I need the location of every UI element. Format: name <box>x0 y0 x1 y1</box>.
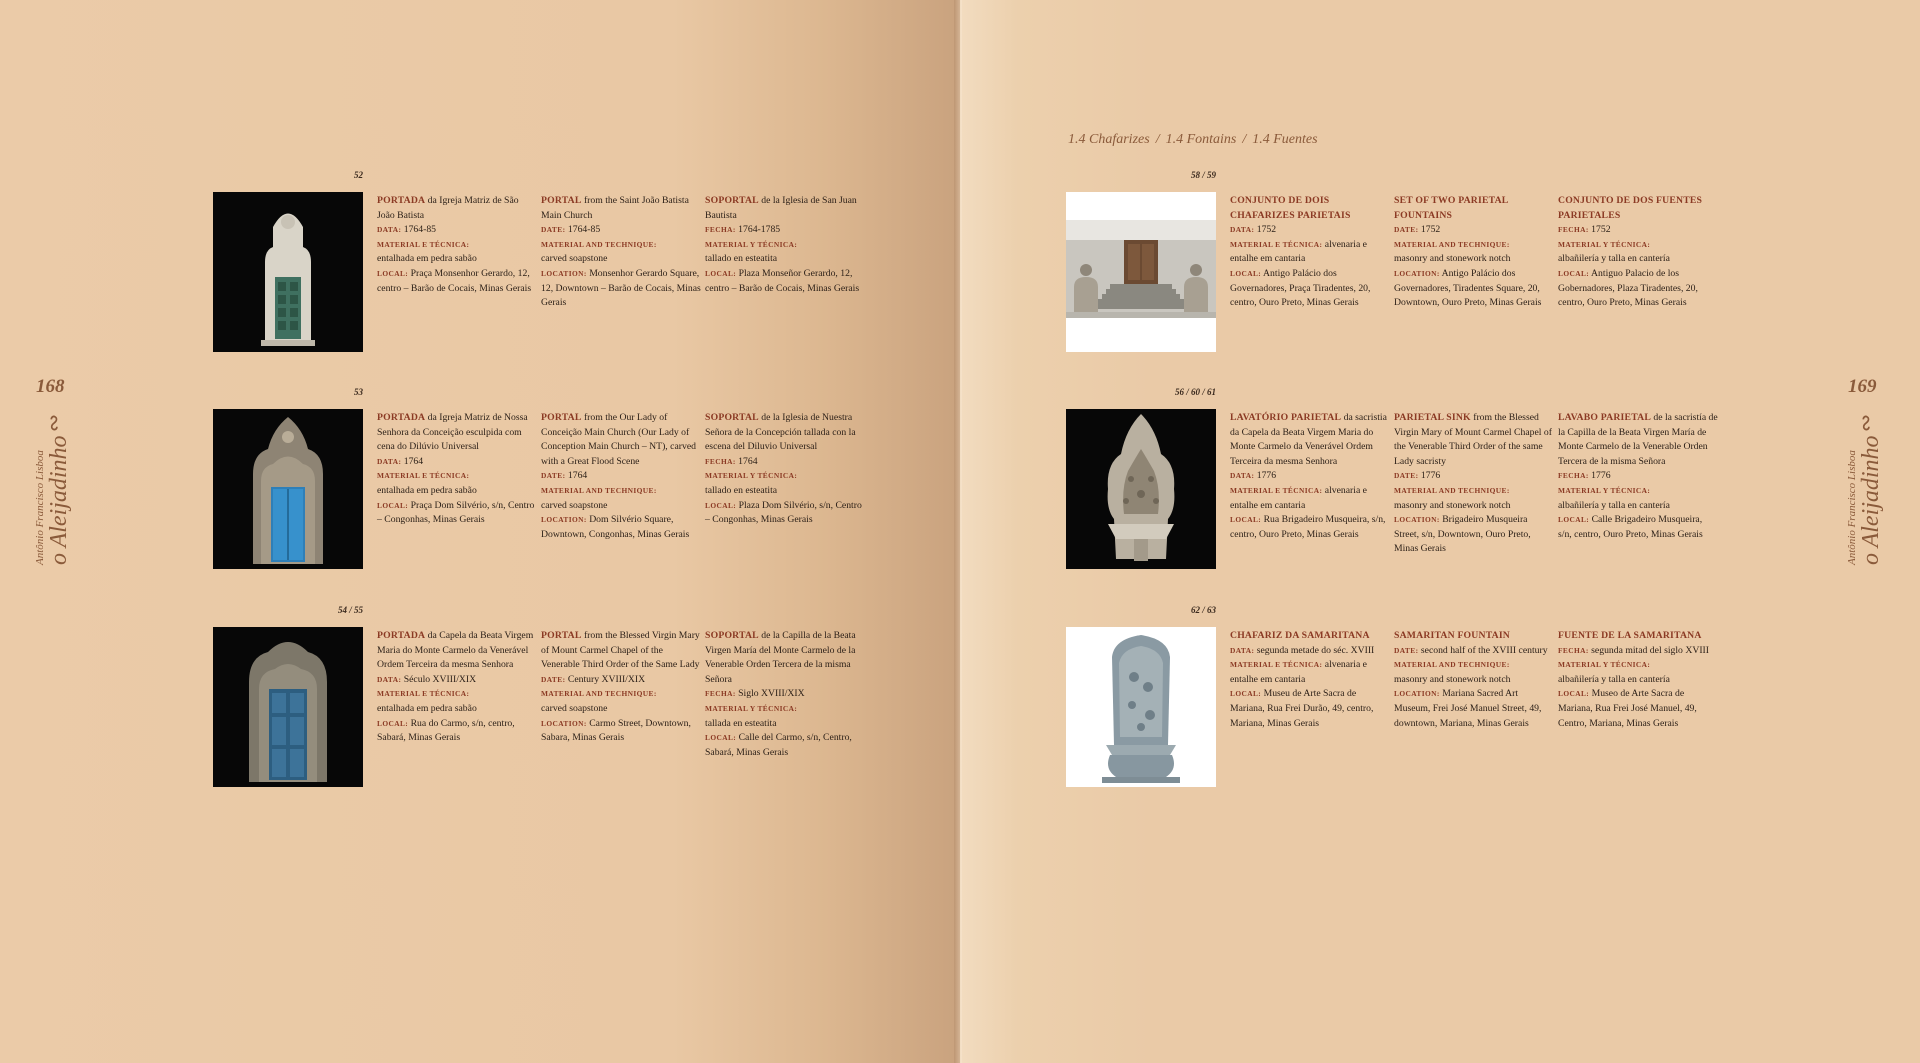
date-label: FECHA: <box>705 689 736 699</box>
material-label: MATERIAL Y TÉCNICA: <box>705 703 798 713</box>
caption-en <box>1394 194 1554 311</box>
caption-title: PORTADA <box>377 630 426 641</box>
date-label: FECHA: <box>705 225 736 235</box>
caption-title: PORTADA <box>377 195 426 206</box>
caption-es <box>705 194 865 296</box>
caption-text: from the Our Lady of Conceição Main Church (Our Lady of Conception Main Church – NT), carved with a Great Flood Scene <box>541 412 696 467</box>
material-value: tallado en esteatita <box>705 253 778 265</box>
caption-title: PORTAL <box>541 412 582 423</box>
caption-text: de la Capilla de la Beata Virgen María del Monte Carmelo de la Venerable Orden Tercera de la misma Señora <box>705 630 856 685</box>
ornament-swirl-icon: ∾ <box>1853 413 1879 433</box>
caption-title: PORTAL <box>541 195 582 206</box>
caption-pt <box>377 411 537 528</box>
portal-photo <box>213 627 363 787</box>
catalog-entry <box>213 605 953 792</box>
date-label: DATE: <box>1394 225 1419 235</box>
catalog-entry <box>1066 387 1806 574</box>
location-label: LOCATION: <box>1394 515 1440 525</box>
date-label: DATA: <box>377 456 402 466</box>
location-label: LOCATION: <box>541 268 587 278</box>
caption-en <box>541 194 701 311</box>
fountain-photo <box>1066 627 1216 787</box>
location-label: LOCATION: <box>541 515 587 525</box>
location-label: LOCAL: <box>1230 268 1262 278</box>
date-value: Siglo XVIII/XIX <box>735 688 805 700</box>
location-value: Brigadeiro Musqueira Street, s/n, Downtown, Ouro Preto, Minas Gerais <box>1394 514 1531 555</box>
date-label: DATE: <box>1394 471 1419 481</box>
material-value: masonry and stonework notch <box>1394 253 1511 265</box>
date-label: DATE: <box>541 471 566 481</box>
date-label: DATE: <box>541 225 566 235</box>
catalog-entry <box>213 387 953 574</box>
section-heading-en: 1.4 Fontains <box>1165 132 1237 147</box>
material-label: MATERIAL E TÉCNICA: <box>1230 660 1323 670</box>
location-label: LOCAL: <box>1558 268 1590 278</box>
location-label: LOCAL: <box>1230 689 1262 699</box>
date-value: segunda mitad del siglo XVIII <box>1588 644 1709 656</box>
location-label: LOCATION: <box>1394 268 1440 278</box>
material-value: alvenaria e entalhe em cantaria <box>1230 484 1367 511</box>
material-value: albañilería y talla en cantería <box>1558 673 1670 685</box>
material-value: tallada en esteatita <box>705 717 777 729</box>
material-label: MATERIAL AND TECHNIQUE: <box>1394 239 1510 249</box>
catalog-entry <box>1066 605 1806 792</box>
caption-title: LAVABO PARIETAL <box>1558 412 1651 423</box>
location-value: Praça Dom Silvério, s/n, Centro – Congonhas, Minas Gerais <box>377 499 535 526</box>
location-value: Rua Brigadeiro Musqueira, s/n, centro, Ouro Preto, Minas Gerais <box>1230 514 1386 540</box>
location-label: LOCAL: <box>705 500 737 510</box>
date-label: DATA: <box>1230 471 1255 481</box>
material-value: masonry and stonework notch <box>1394 673 1511 685</box>
material-label: MATERIAL Y TÉCNICA: <box>1558 485 1651 495</box>
material-value: entalhada em pedra sabão <box>377 253 477 265</box>
caption-en <box>1394 411 1554 557</box>
caption-pt <box>377 194 537 296</box>
location-value: Monsenhor Gerardo Square, 12, Downtown – Barão de Cocais, Minas Gerais <box>541 267 701 309</box>
caption-pt <box>1230 629 1390 731</box>
material-value: alvenaria e entalhe em cantaria <box>1230 238 1367 265</box>
location-label: LOCATION: <box>541 718 587 728</box>
date-label: FECHA: <box>705 456 736 466</box>
caption-title: PORTADA <box>377 412 426 423</box>
caption-title: CHAFARIZ DA SAMARITANA <box>1230 630 1370 641</box>
caption-text: da Igreja Matriz de São João Batista <box>377 195 519 221</box>
page-number-left: 168 <box>36 376 65 397</box>
material-label: MATERIAL AND TECHNIQUE: <box>1394 485 1510 495</box>
section-heading <box>1068 132 1318 148</box>
material-label: MATERIAL Y TÉCNICA: <box>1558 239 1651 249</box>
location-value: Calle Brigadeiro Musqueira, s/n, centro, Ouro Preto, Minas Gerais <box>1558 514 1703 540</box>
figure-number: 54 / 55 <box>337 605 363 615</box>
location-label: LOCAL: <box>377 500 409 510</box>
date-value: 1764 <box>735 455 758 467</box>
material-label: MATERIAL E TÉCNICA: <box>377 239 470 249</box>
running-title-author: Antônio Francisco Lisboa <box>34 450 46 565</box>
running-title-left <box>34 415 74 565</box>
date-value: 1764 <box>401 455 424 467</box>
caption-es <box>1558 629 1718 731</box>
figure-number: 52 <box>354 170 363 180</box>
date-label: DATE: <box>541 674 566 684</box>
location-value: Rua do Carmo, s/n, centro, Sabará, Minas Gerais <box>377 717 515 744</box>
caption-en <box>1394 629 1554 731</box>
running-title-right <box>1846 415 1886 565</box>
caption-en <box>541 629 701 746</box>
material-label: MATERIAL Y TÉCNICA: <box>705 471 798 481</box>
material-label: MATERIAL AND TECHNIQUE: <box>541 689 657 699</box>
caption-pt <box>1230 411 1390 542</box>
caption-title: PORTAL <box>541 630 582 641</box>
material-label: MATERIAL AND TECHNIQUE: <box>541 485 657 495</box>
location-label: LOCAL: <box>1558 515 1590 525</box>
caption-text: de la Iglesia de Nuestra Señora de la Concepción tallada con la escena del Diluvio Universal <box>705 412 856 453</box>
material-label: MATERIAL E TÉCNICA: <box>1230 485 1323 495</box>
date-label: FECHA: <box>1558 225 1589 235</box>
caption-text: da Igreja Matriz de Nossa Senhora da Conceição esculpida com cena do Dilúvio Universal <box>377 412 528 453</box>
date-value: 1764-85 <box>565 224 601 236</box>
location-label: LOCAL: <box>1558 689 1590 699</box>
caption-title: LAVATÓRIO PARIETAL <box>1230 412 1342 423</box>
date-value: 1752 <box>1418 224 1441 236</box>
caption-pt <box>1230 194 1390 311</box>
figure-number: 62 / 63 <box>1190 605 1216 615</box>
material-value: carved soapstone <box>541 702 608 714</box>
section-heading-pt: 1.4 Chafarizes <box>1068 132 1150 147</box>
location-value: Praça Monsenhor Gerardo, 12, centro – Barão de Cocais, Minas Gerais <box>377 267 532 294</box>
caption-es <box>705 411 865 528</box>
date-value: 1764 <box>565 470 588 482</box>
material-label: MATERIAL E TÉCNICA: <box>377 471 470 481</box>
material-label: MATERIAL E TÉCNICA: <box>1230 239 1323 249</box>
date-label: DATA: <box>377 225 402 235</box>
location-label: LOCATION: <box>1394 689 1440 699</box>
location-label: LOCAL: <box>377 718 409 728</box>
location-label: LOCAL: <box>705 733 737 743</box>
material-label: MATERIAL Y TÉCNICA: <box>1558 660 1651 670</box>
caption-text: da Capela da Beata Virgem Maria do Monte Carmelo da Venerável Ordem Terceira da mesma Senhora <box>377 630 534 671</box>
material-value: tallado en esteatita <box>705 484 778 496</box>
book-gutter <box>954 0 962 1063</box>
caption-title: CONJUNTO DE DOIS CHAFARIZES PARIETAIS <box>1230 195 1351 221</box>
date-label: FECHA: <box>1558 645 1589 655</box>
material-value: albañilería y talla en cantería <box>1558 499 1670 511</box>
location-value: Museu de Arte Sacra de Mariana, Rua Frei Durão, 49, centro, Mariana, Minas Gerais <box>1230 688 1374 729</box>
portal-photo <box>213 192 363 352</box>
section-separator: / <box>1242 132 1247 147</box>
caption-title: CONJUNTO DE DOS FUENTES PARIETALES <box>1558 195 1703 221</box>
caption-text: from the Saint João Batista Main Church <box>541 195 689 221</box>
location-value: Calle del Carmo, s/n, Centro, Sabará, Minas Gerais <box>705 732 852 758</box>
material-label: MATERIAL Y TÉCNICA: <box>705 239 798 249</box>
caption-text: da sacristia da Capela da Beata Virgem Maria do Monte Carmelo da Venerável Ordem Terceira da mesma Senhora <box>1230 412 1387 467</box>
location-label: LOCAL: <box>705 268 737 278</box>
caption-title: FUENTE DE LA SAMARITANA <box>1558 630 1702 641</box>
caption-text: from the Blessed Virgin Mary of Mount Carmel Chapel of the Venerable Third Order of the Same Lady <box>541 630 700 671</box>
material-value: carved soapstone <box>541 253 608 265</box>
date-value: 1776 <box>1418 470 1441 482</box>
date-label: DATA: <box>1230 645 1255 655</box>
date-value: 1764-85 <box>401 224 437 236</box>
catalog-entry <box>213 170 953 357</box>
location-value: Plaza Monseñor Gerardo, 12, centro – Barão de Cocais, Minas Gerais <box>705 267 860 294</box>
caption-text: de la sacristía de la Capilla de la Beata Virgen María de Monte Carmelo de la Venerable Orden Tercera de la misma Señora <box>1558 412 1718 467</box>
location-value: Mariana Sacred Art Museum, Frei José Manuel Street, 49, downtown, Mariana, Minas Gerais <box>1394 688 1542 729</box>
date-label: DATE: <box>1394 645 1419 655</box>
date-value: Century XVIII/XIX <box>565 673 646 685</box>
caption-title: SOPORTAL <box>705 630 759 641</box>
fountain-photo <box>1066 192 1216 352</box>
material-value: alvenaria e entalhe em cantaria <box>1230 659 1367 685</box>
running-title-book: o Aleijadinho <box>46 435 72 565</box>
date-label: DATA: <box>1230 225 1255 235</box>
caption-es <box>1558 194 1718 311</box>
location-value: Antigo Palácio dos Governadores, Praça Tiradentes, 20, centro, Ouro Preto, Minas Gerais <box>1230 267 1371 309</box>
figure-number: 58 / 59 <box>1190 170 1216 180</box>
date-value: 1764-1785 <box>735 224 781 236</box>
material-value: masonry and stonework notch <box>1394 499 1511 511</box>
material-label: MATERIAL E TÉCNICA: <box>377 689 470 699</box>
material-label: MATERIAL AND TECHNIQUE: <box>1394 660 1510 670</box>
caption-text: from the Blessed Virgin Mary of Mount Carmel Chapel of the Venerable Third Order of the same Lady sacristy <box>1394 412 1552 467</box>
section-heading-es: 1.4 Fuentes <box>1252 132 1318 147</box>
date-value: 1776 <box>1588 470 1611 482</box>
material-value: albañilería y talla en cantería <box>1558 253 1670 265</box>
location-value: Plaza Dom Silvério, s/n, Centro – Congonhas, Minas Gerais <box>705 499 862 526</box>
location-value: Antiguo Palacio de los Gobernadores, Plaza Tiradentes, 20, centro, Ouro Preto, Minas Gerais <box>1558 267 1698 309</box>
date-value: 1752 <box>1254 224 1277 236</box>
figure-number: 53 <box>354 387 363 397</box>
date-value: 1776 <box>1254 470 1277 482</box>
date-value: Século XVIII/XIX <box>401 673 477 685</box>
location-label: LOCAL: <box>1230 515 1262 525</box>
location-value: Carmo Street, Downtown, Sabara, Minas Gerais <box>541 717 691 744</box>
date-value: 1752 <box>1588 224 1611 236</box>
lavatory-photo <box>1066 409 1216 569</box>
caption-title: SET OF TWO PARIETAL FOUNTAINS <box>1394 195 1508 221</box>
caption-text: de la Iglesia de San Juan Bautista <box>705 195 857 221</box>
caption-title: SOPORTAL <box>705 195 759 206</box>
material-label: MATERIAL AND TECHNIQUE: <box>541 239 657 249</box>
caption-es <box>1558 411 1718 542</box>
caption-title: PARIETAL SINK <box>1394 412 1471 423</box>
material-value: carved soapstone <box>541 499 608 511</box>
catalog-entry <box>1066 170 1806 357</box>
material-value: entalhada em pedra sabão <box>377 702 477 714</box>
running-title-book: o Aleijadinho <box>1858 435 1884 565</box>
location-value: Dom Silvério Square, Downtown, Congonhas, Minas Gerais <box>541 514 690 540</box>
date-label: FECHA: <box>1558 471 1589 481</box>
page-number-right: 169 <box>1848 376 1877 397</box>
date-value: second half of the XVIII century <box>1418 644 1548 656</box>
caption-title: SOPORTAL <box>705 412 759 423</box>
running-title-author: Antônio Francisco Lisboa <box>1846 450 1858 565</box>
ornament-swirl-icon: ∾ <box>41 413 67 433</box>
date-value: segunda metade do séc. XVIII <box>1254 644 1375 656</box>
section-separator: / <box>1155 132 1160 147</box>
caption-pt <box>377 629 537 746</box>
caption-en <box>541 411 701 542</box>
material-value: entalhada em pedra sabão <box>377 484 477 496</box>
date-label: DATA: <box>377 674 402 684</box>
figure-number: 56 / 60 / 61 <box>1174 387 1216 397</box>
caption-es <box>705 629 865 760</box>
location-label: LOCAL: <box>377 268 409 278</box>
caption-title: SAMARITAN FOUNTAIN <box>1394 630 1510 641</box>
portal-photo <box>213 409 363 569</box>
location-value: Museo de Arte Sacra de Mariana, Rua Frei José Manuel, 49, Centro, Mariana, Minas Gerais <box>1558 688 1697 729</box>
location-value: Antigo Palácio dos Governadores, Tiradentes Square, 20, Downtown, Ouro Preto, Minas Gerais <box>1394 267 1542 309</box>
